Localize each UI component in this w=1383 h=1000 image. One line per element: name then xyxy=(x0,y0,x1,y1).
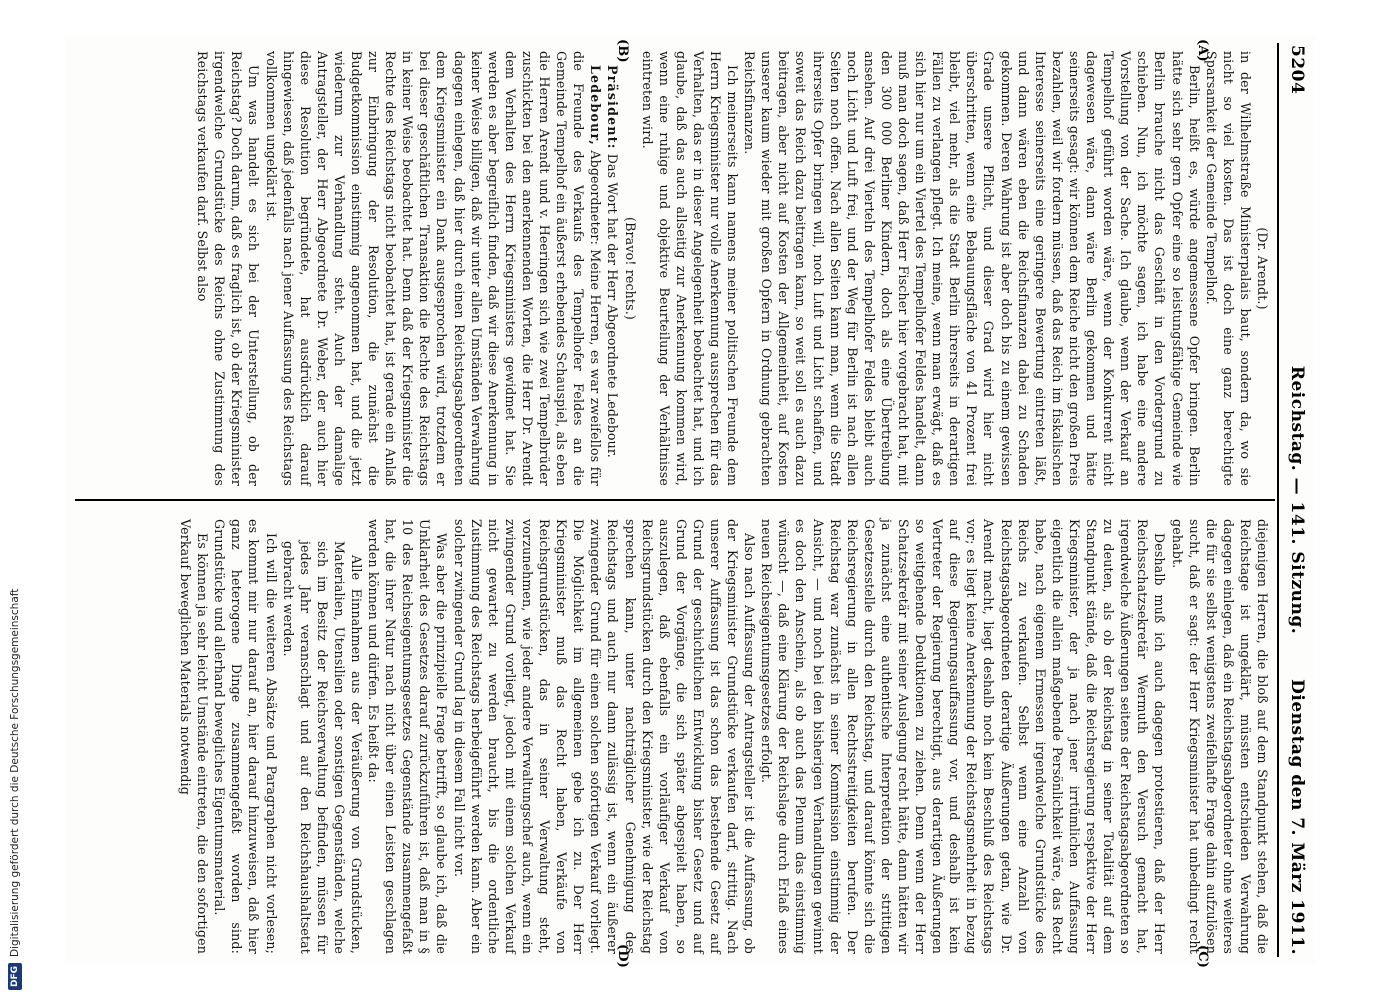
document-page xyxy=(65,35,1315,968)
paragraph: Meine Herren, es war zweifellos für die Freunde des Verkaufs des Tempelhofer Feldes an die Gemeinde Tempelhof ein äußerst erhebendes Schauspiel, als eben die Herren Arendt und v. Heeringen sich wie zwei Tempelbrüder zuschickten bei den anerkennenden Worten, die Herr Dr. Arendt dem Verhalten des Herrn Kriegsministers gewidmet hat. Sie werden es aber begreiflich finden, daß wir diese Anerkennung in keiner Weise billigen, daß wir unter allen Umständen Verwahrung dagegen einlegen, daß hier durch einen Reichstagsabgeordneten dem Kriegsminister ein Dank ausgesprochen wird, trotzdem er bei dieser geschäftlichen Transaktion die Rechte des Reichstags in keiner Weise beobachtet hat. Denn daß der Kriegsminister die Rechte des Reichstags nicht beobachtet hat, ist gerade ein Anlaß zur Einbringung der Resolution, die zunächst die Budgetkommission einstimmig angenommen hat, und die jetzt wiederum zur Verhandlung steht. Auch der damalige Antragsteller, der Herr Abgeordnete Dr. Weber, der auch hier diese Resolution begründete, hat ausdrücklich darauf hingewiesen, daß jedenfalls nach jener Auffassung des Reichstags vollkommen ungeklärt ist. xyxy=(263,51,604,487)
digitization-text: Digitalisierung gefördert durch die Deutsche Forschungsgemeinschaft xyxy=(9,588,21,957)
paragraph: Ich meinerseits kann namens meiner politischen Freunde dem Herrn Kriegsminister nur volle Anerkennung aussprechen für das Verhalten, das er in dieser Angelegenheit beobachtet hat, und ich glaube, daß das auch allseitig zur Anerkennung kommen wird, wenn eine ruhige und objektive Beurteilung der Verhältnisse eintreten wird. xyxy=(639,51,741,486)
ledebour-role: Abgeordneter: xyxy=(588,150,604,245)
column-divider xyxy=(75,499,1275,501)
paragraph: Also nach Auffassung der Antragsteller ist die Auffassung, ob der Kriegsminister Grundstücke verkaufen darf, strittig. Nach unserer Auffassung ist das schon das bestehende Gesetz auf Grund der geschichtlichen Entwicklung bisher Gesetz und auf Grund der Vorgänge, die sich später abgespielt haben, so auszulegen, daß ebenfalls ein vorläufiger Verkauf von Reichsgrundstücken durch den Kriegsminister, wie der Reichstag sprechen kann, unter nachträglicher Genehmigung des Reichstags und auch nur dann zulässig ist, wenn ein äußerer zwingender Grund für einen solchen sofortigen Verkauf vorliegt. Die Möglichkeit im allgemeinen gebe ich zu. Der Herr Kriegsminister muß das Recht haben, Verkäufe von Reichsgrundstücken, das in seiner Verwaltung steht, vorzunehmen, wie jeder andere Verwaltungschef auch, wenn ein zwingender Grund vorliegt, jedoch mit einem solchen Verkauf nicht gewartet zu werden braucht, bis die ordentliche Zustimmung des Reichstags herbeigeführt werden kann. Aber ein solcher zwingender Grund lag in diesem Fall nicht vor. xyxy=(451,519,758,954)
paragraph: Ich will die weiteren Absätze und Paragraphen nicht vorlesen; es kommt mir nur darauf an, hier darauf hinzuweisen, daß hier ganz heterogene Dinge zusammengefaßt worden sind: Grundstücke und allerhand bewegliches Eigentumsmaterial. xyxy=(212,519,279,954)
paragraph: diejenigen Herren, die bloß auf dem Standpunkt stehen, daß die Reichstage ist ungeklärt, müssten entschieden Verwahrung dagegen einlegen, daß ein Reichstagsabgeordneter ohne weiteres die für sie selbst wenigstens zweifelhafte Frage dahin aufzulösen sucht, daß er sagt: der Herr Kriegsminister hat unbedingt recht gehabt. xyxy=(1169,519,1270,954)
running-title: Reichstag. — 141. Sitzung. xyxy=(1287,365,1307,635)
paragraph: Es können ja sehr leicht Umstände eintreten, die den sofortigen Verkauf beweglichen Materials notwendig xyxy=(178,519,211,954)
dfg-logo-icon: DFG xyxy=(8,963,22,990)
president-label: Präsident: xyxy=(605,65,621,150)
applause-note: (Bravo! rechts.) xyxy=(622,217,638,320)
paragraph: in der Wilhelmstraße Ministerpalais baut, sondern da, wo sie nicht so viel kosten. Das ist doch eine ganz berechtigte Sparsamkeit der Gemeinde Tempelhof. xyxy=(1203,51,1253,486)
ledebour-label: Ledebour, xyxy=(588,65,604,146)
margin-mark-b: (B) xyxy=(615,39,630,63)
president-paragraph xyxy=(604,51,621,486)
header-rule xyxy=(1277,43,1279,957)
right-column xyxy=(75,519,1271,968)
left-column xyxy=(75,39,1271,487)
paragraph: Deshalb muß ich auch dagegen protestieren, daß der Herr Reichsschatzsekretär Wermuth den Versuch gemacht hat, irgendwelche Äußerungen seitens der Reichstagsabgeordneten so zu deuten, als ob der Reichstag in seiner Totalität auf dem Standpunkt stände, daß die Reichsregierung respektive der Herr Kriegsminister, der ja nach jener irrtümlichen Auffassung eigentlich die allein maßgebende Persönlichkeit wäre, das Recht habe, nach eigenem Ermessen irgendwelche Grundstücke des Reichs zu verkaufen. Selbst wenn eine Anzahl von Reichstagsabgeordneten derartige Äußerungen getan, wie Dr. Arendt macht, liegt deshalb noch kein Beschluß des Reichstags vor; es liegt keine Anerkennung der Reichstagsmehrheit in bezug auf diese Regierungsauffassung vor, und deshalb ist kein Vertreter der Regierung berechtigt, aus derartigen Äußerungen so weitgehende Deduktionen zu ziehen. Denn wenn der Herr Schatzsekretär mit seiner Auslegung recht hätte, dann hätten wir ja zunächst eine authentische Interpretation der strittigen Gesetzesstelle durch den Reichstag, und darauf könnte sich die Reichsregierung in allen Rechtsstreitigkeiten berufen. Der Reichstag war zunächst in seiner Kommission einstimmig der Ansicht, — und noch bei den bisherigen Verhandlungen gewinnt es doch den Anschein, als ob auch das Plenum das einstimmig wünscht —, daß eine Klärung der Reichslage durch Erlaß eines neuen Reichseigentumsgesetzes erfolgt. xyxy=(759,519,1168,954)
session-date: Dienstag den 7. März 1911. xyxy=(1287,679,1307,955)
margin-mark-c: (C) xyxy=(1195,944,1210,968)
margin-mark-a: (A) xyxy=(1195,39,1210,62)
president-text: Das Wort hat der Herr Abgeordnete Ledebour. xyxy=(605,153,621,458)
paragraph: Um was handelt es sich bei der Unterstellung, ob der Reichstag? Doch darum, daß es fraglich ist, ob der Kriegsminister irgendwelche Grundstücke des Reichs ohne Zustimmung des Reichstags verkaufen darf. Selbst also xyxy=(195,51,262,486)
paragraph: Was aber die prinzipielle Frage betrifft, so glaube ich, daß die Unklarheit des Gesetzes darauf zurückzuführen ist, daß man in § 10 des Reichseigentumsgesetzes Gegenstände zusammengefaßt hat, die ihrer Natur nach nicht über einen Leisten geschlagen werden können und dürfen. Es heißt da: xyxy=(366,519,450,954)
digitization-note xyxy=(2,0,22,1000)
speaker-tag: (Dr. Arendt.) xyxy=(1255,227,1270,310)
margin-mark-d: (D) xyxy=(615,943,630,968)
page-header xyxy=(1281,45,1307,955)
ledebour-paragraph xyxy=(262,51,604,486)
quoted-law: Alle Einnahmen aus der Veräußerung von Grundstücken, Materialien, Utensilien oder sonstigen Gegenständen, welche sich im Besitz der Reichsverwaltung befinden, müssen für jedes Jahr veranschlagt und auf den Reichshaushaltsetat gebracht werden. xyxy=(280,541,365,954)
page-number: 5204 xyxy=(1287,45,1307,95)
paragraph: Berlin, heißt es, würde angemessene Opfer bringen. Berlin hätte sich sehr gern Opfer eine so leistungsfähige Gemeinde wie Berlin brauche nicht das Geschäft in den Vordergrund zu schieben. Nun, ich möchte sagen, ich habe eine andere Vorstellung von der Sache. Ich glaube, wenn der Verkauf an Tempelhof geführt worden wäre, wenn der Konkurrent nicht dagewesen wäre, dann wäre Berlin gekommen und hätte seinerseits gesagt: wir können dem Reiche nicht den großen Preis bezahlen, weil wir fordern müssen, daß das Reich im fiskalischen Interesse seinerseits eine geringere Bewertung eintreten läßt, und dann wären eben die Reichsfinanzen dabei zu Schaden gekommen. Deren Wahrung ist aber doch bis zu einem gewissen Grade unsere Pflicht, und dieser Grad wird hier nicht überschritten, wenn eine Bebauungsfläche von 41 Prozent frei bleibt, viel mehr, als die Stadt Berlin ihrerseits in derartigen Fällen zu verlangen pflegt. Ich meine, wenn man erwägt, daß es sich hier nur um ein Viertel des Tempelhofer Feldes handelt, dann muß man doch sagen, daß Herr Fischer hier vorgebracht hat, mit den 300 000 Berliner Kindern, doch als eine Übertreibung ansehen. Auf drei Vierteln des Tempelhofer Feldes bleibt auch noch Licht und Luft frei, und der Weg für Berlin ist nach allen Seiten noch offen. Nach allen Seiten kann man, wenn die Stadt ihrerseits Opfer bringen will, noch Luft und Licht schaffen, und soweit das Reich dazu beitragen kann, so weit soll es auch dazu beitragen, aber nicht auf Kosten der Allgemeinheit, auf Kosten unserer kaum wieder mit großen Opfern in Ordnung gebrachten Reichsfinanzen. xyxy=(742,51,1202,486)
